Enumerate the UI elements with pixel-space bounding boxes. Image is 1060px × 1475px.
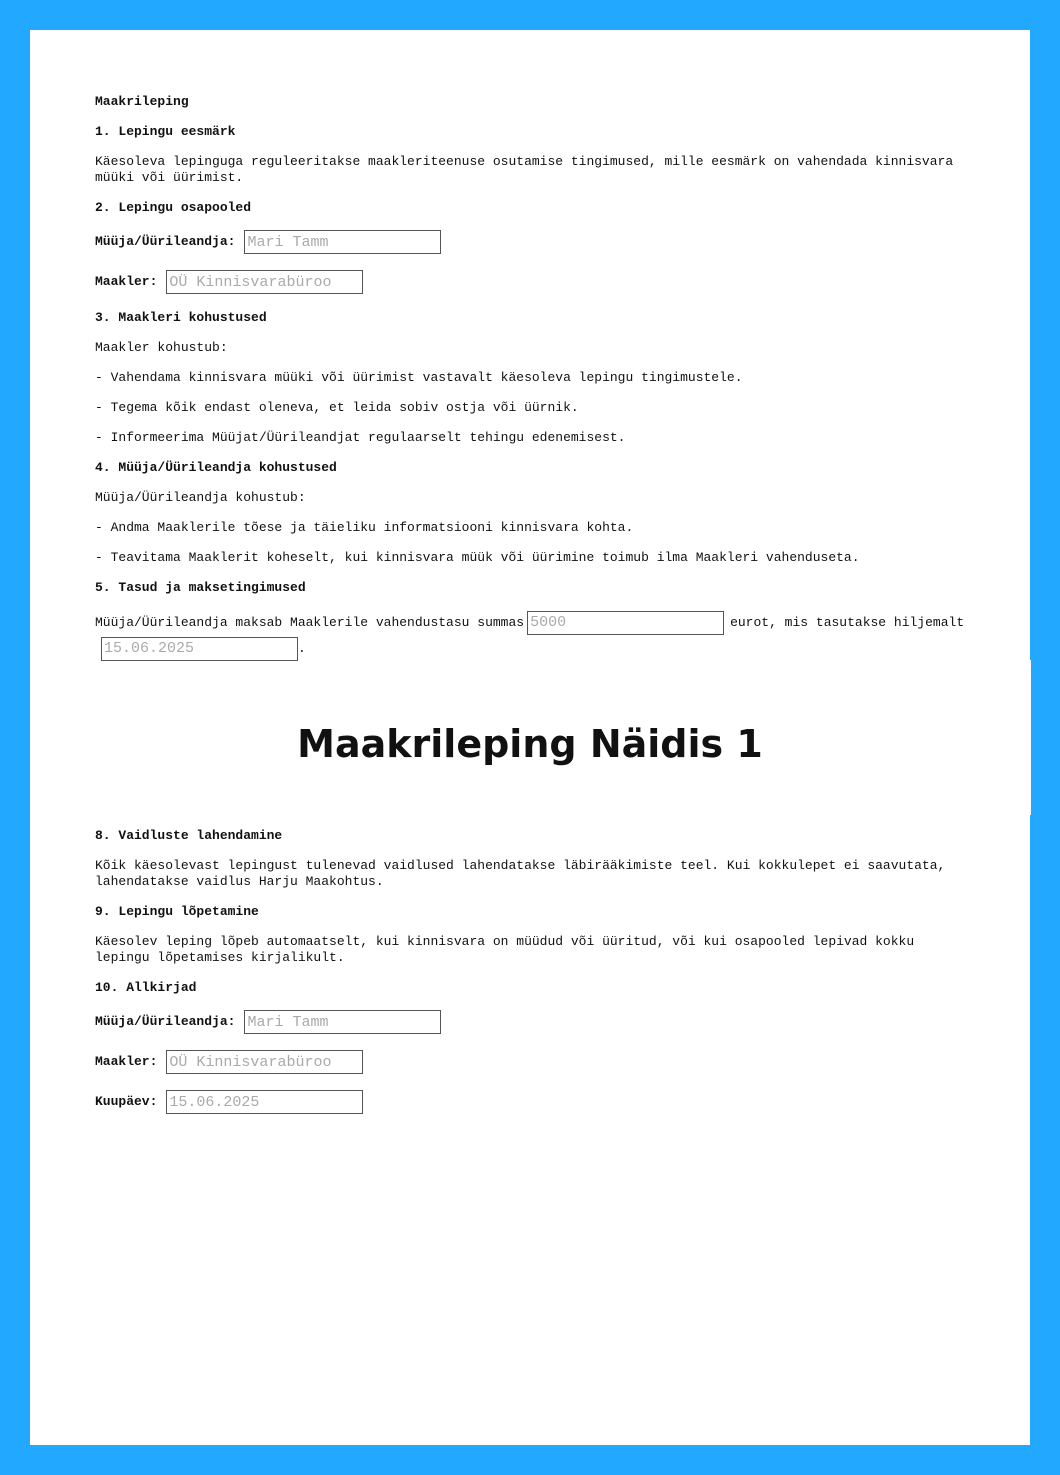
payment-text-middle: eurot, mis tasutakse hiljemalt [730,615,965,630]
page-edge-strip [1028,660,1031,815]
section-9-text: Käesolev leping lõpeb automaatselt, kui kinnisvara on müüdud või üüritud, või kui osapooled lepivad kokku lepingu lõpetamises kirjalikult. [95,934,915,965]
seller-field-row [95,230,965,254]
section-5-heading: 5. Tasud ja maksetingimused [95,580,306,595]
document-page [30,30,1030,1445]
signature-broker-label: Maakler: [95,1054,158,1069]
seller-input[interactable] [244,230,441,254]
section-4-heading: 4. Müüja/Üürileandja kohustused [95,460,337,475]
signature-seller-row [95,1010,965,1034]
amount-input[interactable] [527,611,724,635]
contract-part-2 [95,828,965,1130]
signature-date-input[interactable] [166,1090,363,1114]
document-title: Maakrileping [95,94,189,109]
section-4-item: - Teavitama Maaklerit koheselt, kui kinnisvara müük või üürimine toimub ilma Maakleri vahenduseta. [95,550,860,565]
payment-text-before: Müüja/Üürileandja maksab Maaklerile vahendustasu summas [95,615,525,630]
payment-terms [95,610,965,662]
section-1-text: Käesoleva lepinguga reguleeritakse maakleriteenuse osutamise tingimused, mille eesmärk on vahendada kinnisvara müüki või üürimist. [95,154,954,185]
signature-broker-input[interactable] [166,1050,363,1074]
signature-date-label: Kuupäev: [95,1094,158,1109]
section-1-heading: 1. Lepingu eesmärk [95,124,236,139]
section-8-text: Kõik käesolevast lepingust tulenevad vaidlused lahendatakse läbirääkimiste teel. Kui kokkulepet ei saavutata, lahendatakse vaidlus Harju Maakohtus. [95,858,946,889]
section-2-heading: 2. Lepingu osapooled [95,200,252,215]
payment-paragraph [95,610,965,662]
broker-field-row [95,270,965,294]
signature-broker-row [95,1050,965,1074]
section-3-intro: Maakler kohustub: [95,340,228,355]
section-3-item: - Vahendama kinnisvara müüki või üürimist vastavalt käesoleva lepingu tingimustele. [95,370,743,385]
sample-banner-title: Maakrileping Näidis 1 [297,722,763,766]
seller-label: Müüja/Üürileandja: [95,234,236,249]
contract-part-1 [95,94,965,662]
payment-date-input[interactable] [101,637,298,661]
section-9-heading: 9. Lepingu lõpetamine [95,904,259,919]
broker-input[interactable] [166,270,363,294]
section-10-heading: 10. Allkirjad [95,980,197,995]
section-3-heading: 3. Maakleri kohustused [95,310,267,325]
section-4-item: - Andma Maaklerile tõese ja täieliku informatsiooni kinnisvara kohta. [95,520,634,535]
broker-label: Maakler: [95,274,158,289]
section-4-intro: Müüja/Üürileandja kohustub: [95,490,306,505]
signature-seller-input[interactable] [244,1010,441,1034]
payment-text-end: . [298,641,306,656]
section-3-item: - Informeerima Müüjat/Üürileandjat regulaarselt tehingu edenemisest. [95,430,626,445]
signature-seller-label: Müüja/Üürileandja: [95,1014,236,1029]
section-3-item: - Tegema kõik endast oleneva, et leida sobiv ostja või üürnik. [95,400,579,415]
section-8-heading: 8. Vaidluste lahendamine [95,828,283,843]
signature-date-row [95,1090,965,1114]
